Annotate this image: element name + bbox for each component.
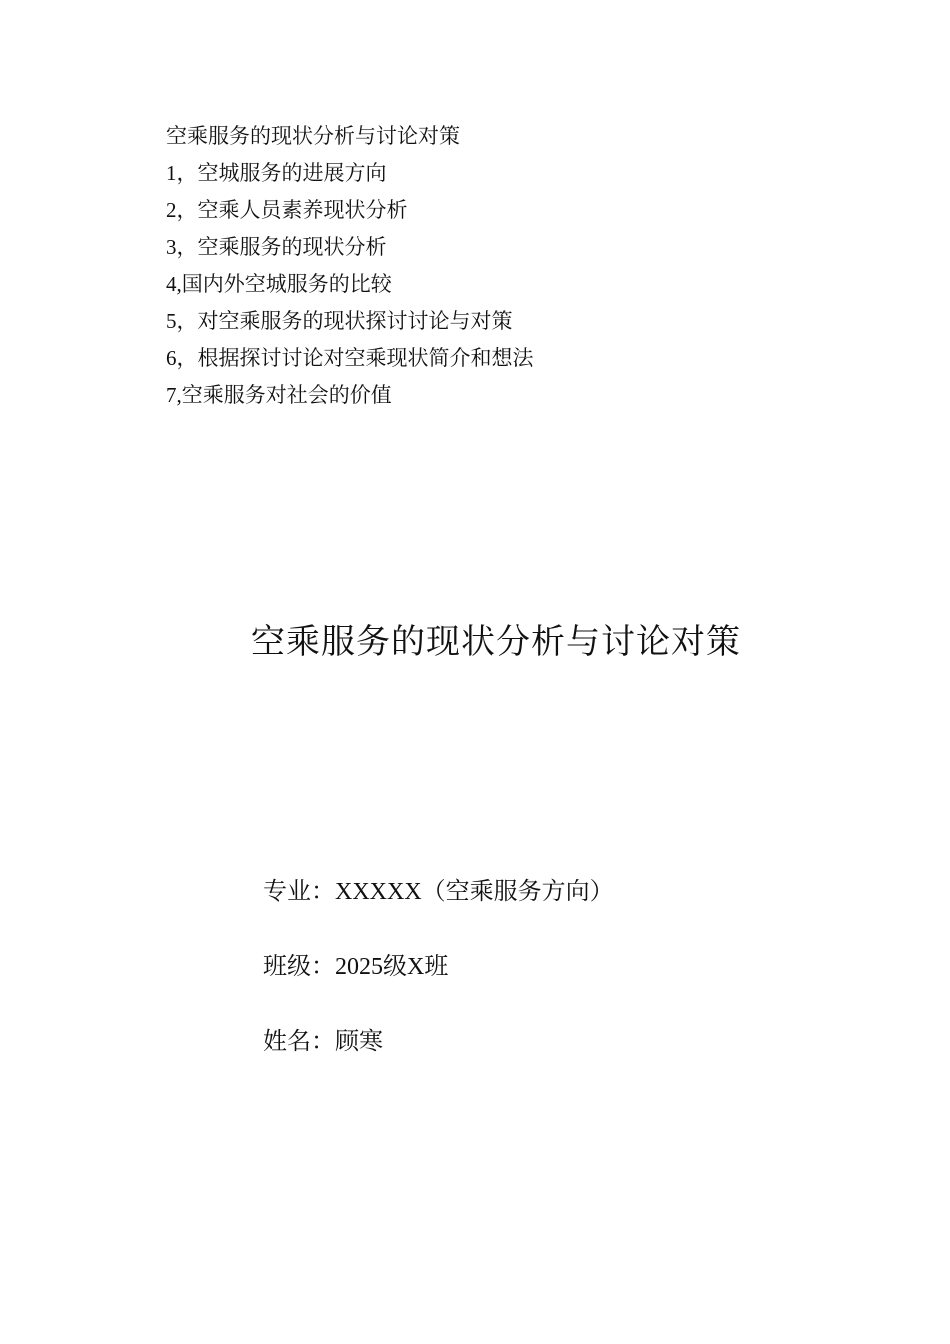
outline-item-6: 6，根据探讨讨论对空乘现状简介和想法 [166,346,534,370]
outline-item-3: 3，空乘服务的现状分析 [166,235,387,259]
major-label: 专业： [263,879,335,905]
outline-list [166,118,766,414]
major-line [263,870,863,914]
outline-item-1: 1，空城服务的进展方向 [166,161,387,185]
document-title: 空乘服务的现状分析与讨论对策 [251,624,741,661]
outline-item-7: 7,空乘服务对社会的价值 [166,383,392,407]
outline-item-2: 2，空乘人员素养现状分析 [166,198,408,222]
outline-item-5: 5，对空乘服务的现状探讨讨论与对策 [166,309,513,333]
author-info [263,870,863,1095]
class-value: 2025级X班 [335,954,449,980]
name-label: 姓名： [263,1029,335,1055]
name-line [263,1020,863,1064]
class-label: 班级： [263,954,335,980]
class-line [263,945,863,989]
name-value: 顾寒 [335,1029,383,1055]
major-value: XXXXX（空乘服务方向） [335,879,614,905]
outline-heading: 空乘服务的现状分析与讨论对策 [166,124,460,148]
outline-item-4: 4,国内外空城服务的比较 [166,272,392,296]
